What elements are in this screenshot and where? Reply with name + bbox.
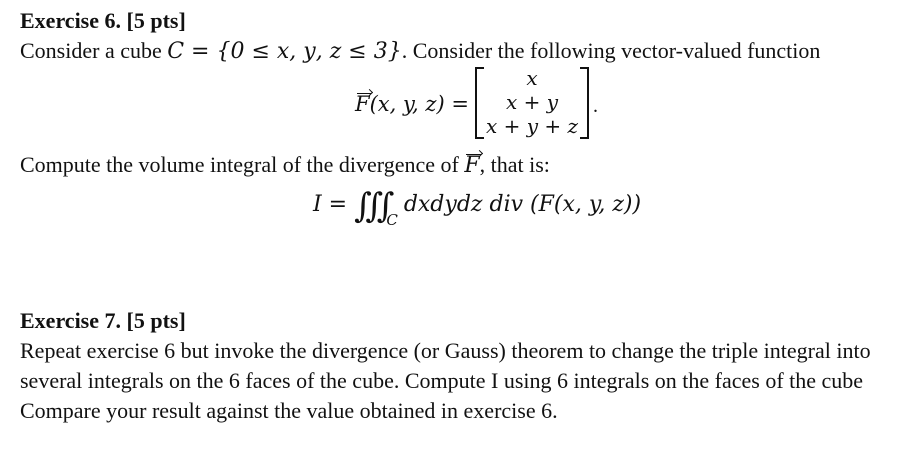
right-bracket: [580, 67, 589, 139]
exercise-7-line-2: several integrals on the 6 faces of the cube. Compute I using 6 integrals on the faces of the cube: [20, 368, 864, 393]
integral-body: dxdydz div (F(x, y, z)): [403, 192, 642, 217]
volume-integral-equation: [313, 186, 641, 238]
compute-tail: , that is:: [479, 152, 550, 177]
vector-f-symbol: F: [355, 92, 370, 116]
integral-lhs: I =: [313, 192, 348, 217]
intro-rest: . Consider the following vector-valued function: [401, 38, 821, 63]
intro-text: Consider a cube: [20, 38, 168, 63]
triple-integral-symbol: ∭: [354, 186, 387, 226]
vector-function-equation: [355, 65, 615, 141]
exercise-6-heading: Exercise 6. [5 pts]: [20, 8, 186, 33]
compute-instruction-line: [20, 152, 550, 179]
vector-component-3: x + y + z: [485, 114, 579, 138]
vector-component-2: x + y: [505, 90, 559, 114]
compute-text: Compute the volume integral of the divergence of: [20, 152, 465, 177]
equation-period: .: [593, 95, 598, 117]
cube-definition: 𝐶 = {0 ≤ 𝑥, 𝑦, 𝑧 ≤ 3}: [167, 39, 402, 64]
integral-subscript: C: [386, 211, 398, 229]
exercise-7-line-3: Compare your result against the value obtained in exercise 6.: [20, 398, 558, 423]
exercise-7-line-1: Repeat exercise 6 but invoke the divergence (or Gauss) theorem to change the triple integral into: [20, 338, 871, 363]
compute-f-symbol: F: [464, 153, 480, 178]
vector-component-1: x: [526, 66, 538, 90]
left-bracket: [475, 67, 484, 139]
exercise-6-intro-line: [20, 38, 820, 65]
vector-function-args: (x, y, z) =: [369, 92, 469, 116]
vector-function-lhs: [355, 92, 469, 116]
exercise-7-heading: Exercise 7. [5 pts]: [20, 308, 186, 333]
column-vector: [475, 67, 589, 137]
